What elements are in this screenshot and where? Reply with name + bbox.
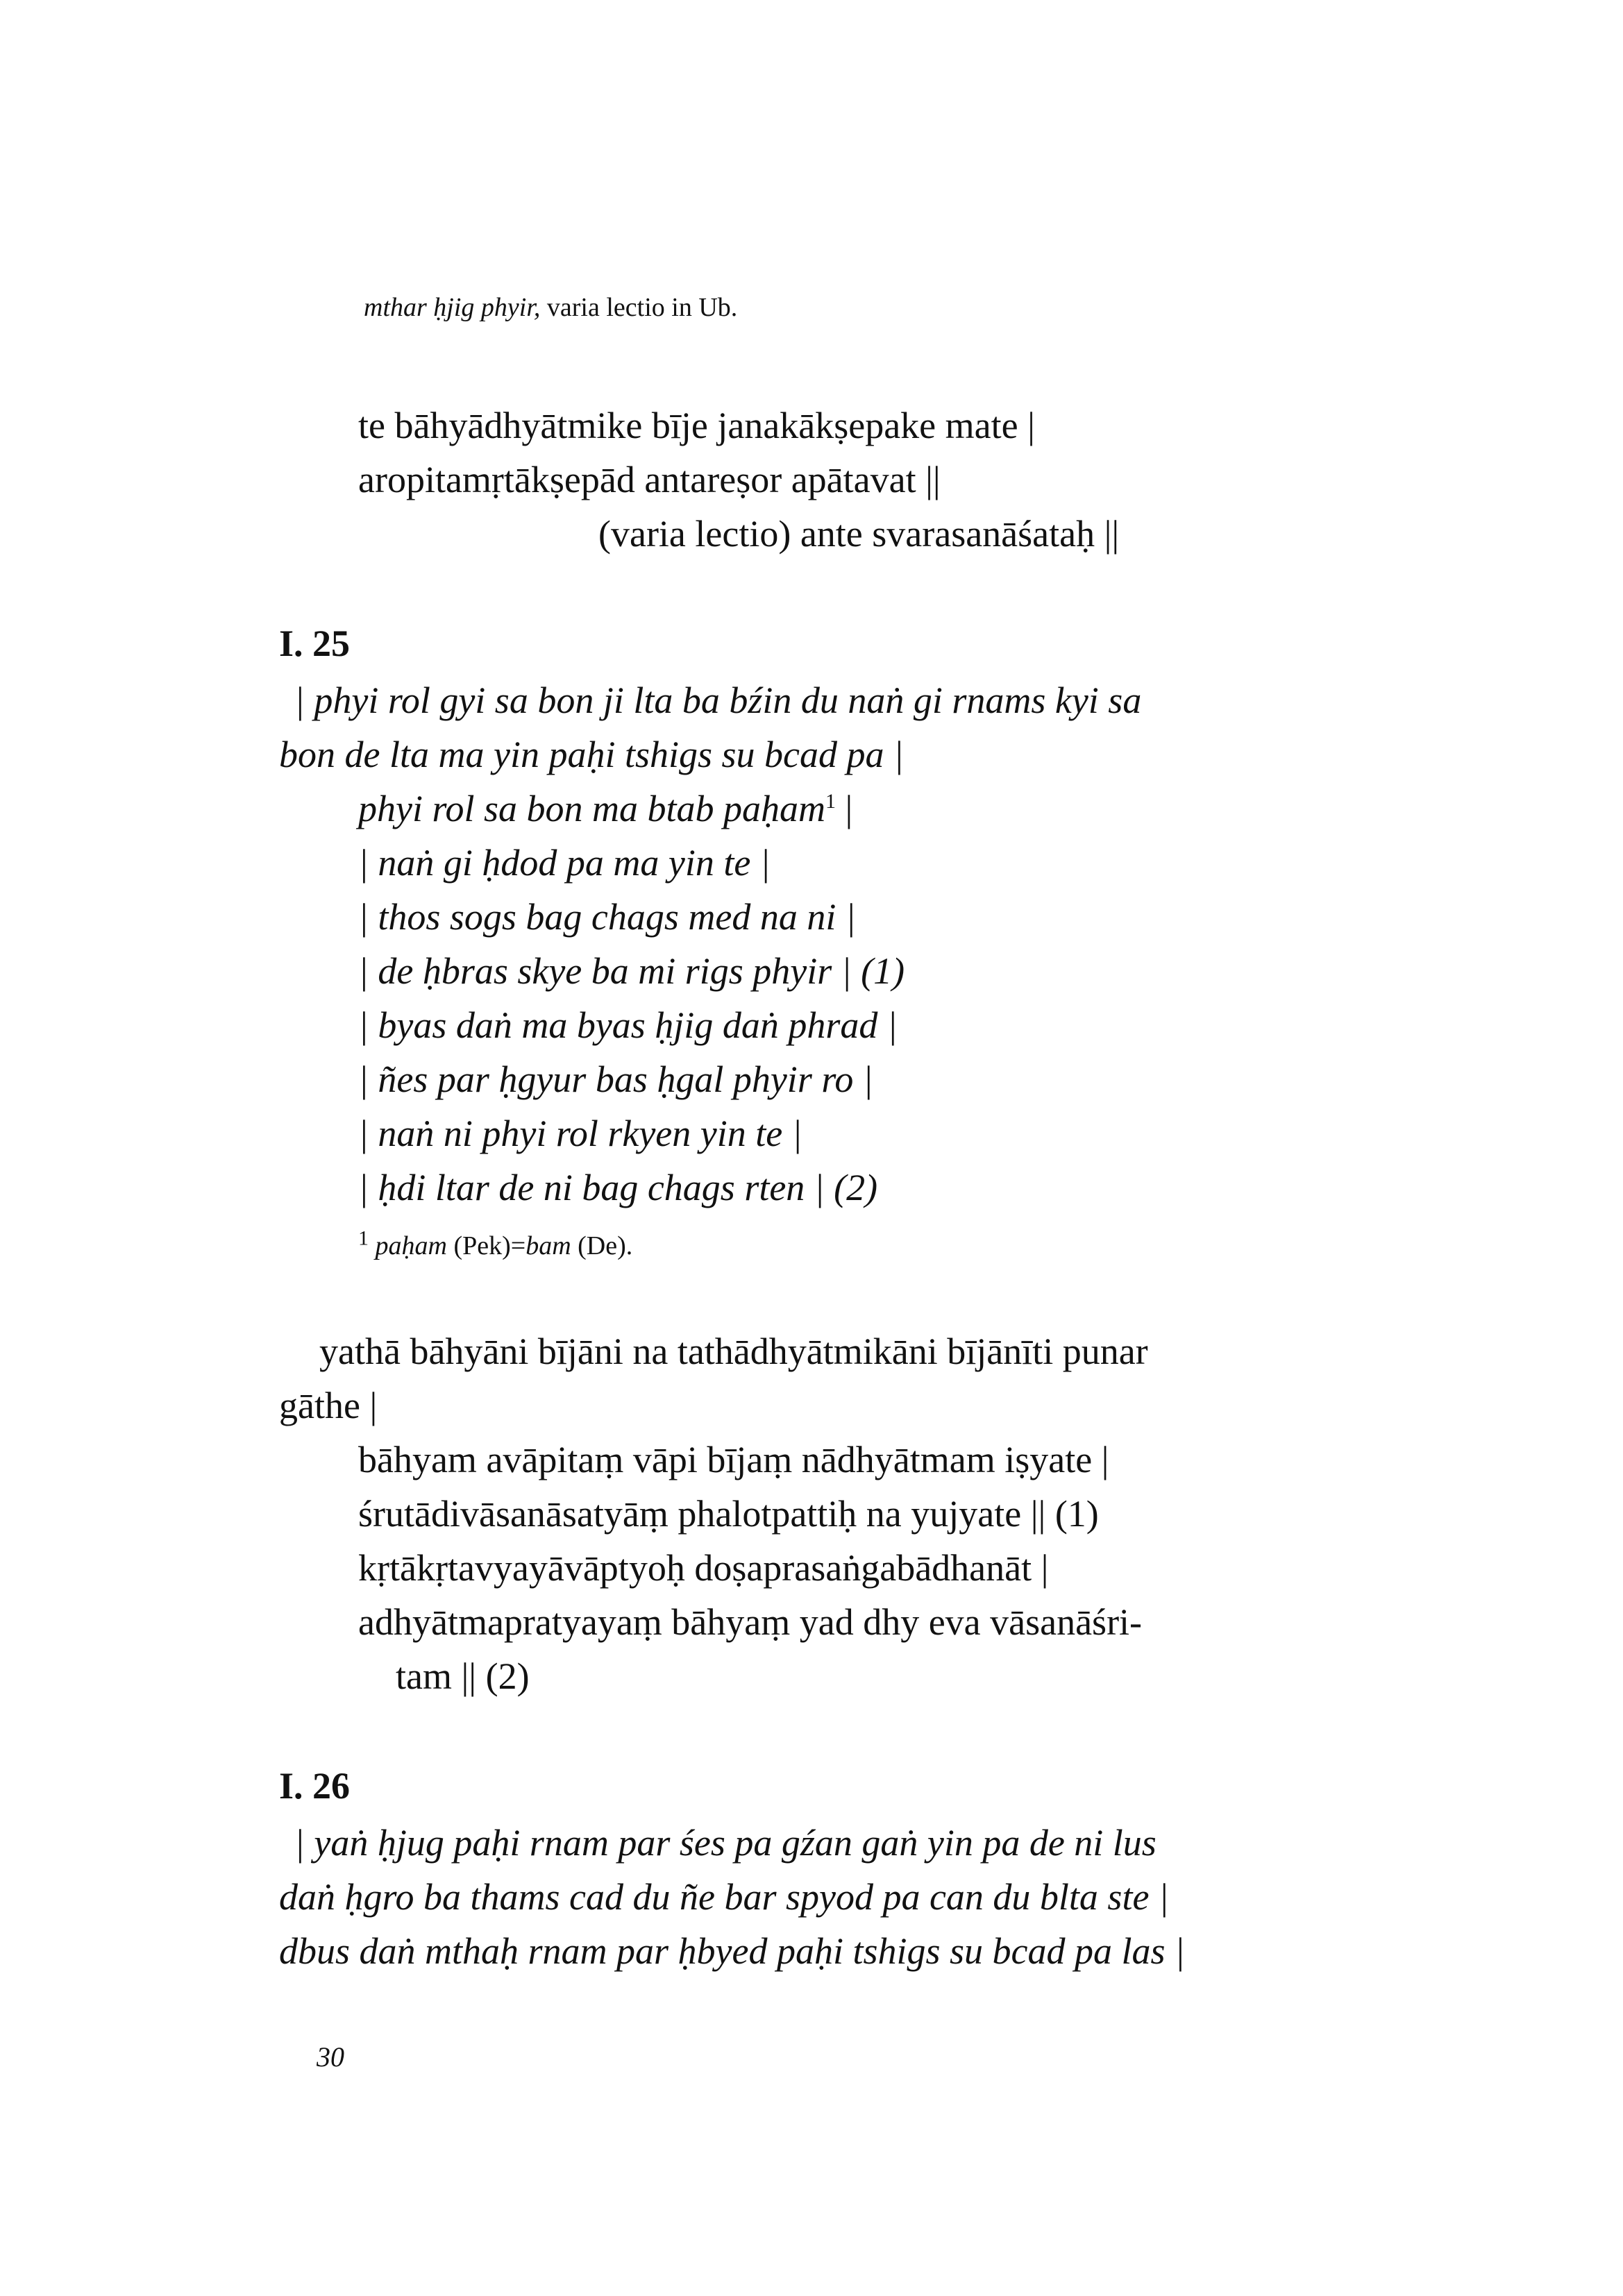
- footnote-number: 1: [358, 1226, 369, 1250]
- variant-note-italic: mthar ḥjig phyir,: [364, 293, 541, 322]
- tibetan-prose-line: daṅ ḥgro ba thams cad du ñe bar spyod pa can du blta ste |: [279, 1876, 1169, 1918]
- section-heading: I. 26: [279, 1765, 351, 1807]
- page-number: 30: [317, 2041, 344, 2073]
- tibetan-prose-line: dbus daṅ mthaḥ rnam par ḥbyed paḥi tshigs su bcad pa las |: [279, 1930, 1185, 1972]
- tibetan-intro-line: | phyi rol gyi sa bon ji lta ba bźin du naṅ gi rnams kyi sa: [294, 679, 1142, 721]
- tibetan-verse-line: | byas daṅ ma byas ḥjig daṅ phrad |: [358, 1004, 898, 1046]
- sanskrit-verse-line: adhyātmapratyayaṃ bāhyaṃ yad dhy eva vāsanāśri-: [358, 1601, 1143, 1643]
- tibetan-verse-line: | naṅ gi ḥdod pa ma yin te |: [358, 842, 771, 884]
- footnote: $^1$ paḥam (Pek)=bam (De).: [358, 1226, 633, 1260]
- sanskrit-verse-line: te bāhyādhyātmike bīje janakākṣepake mate |: [358, 405, 1035, 446]
- sanskrit-verse-line: aropitamṛtākṣepād antareṣor apātavat ||: [358, 459, 941, 500]
- section-heading: I. 25: [279, 623, 351, 664]
- tibetan-verse-line: phyi rol sa bon ma btab paḥam$^1$ |: [358, 788, 853, 829]
- sanskrit-verse-line: (varia lectio) ante svarasanāśataḥ ||: [598, 513, 1120, 555]
- variant-note: [364, 294, 737, 321]
- sanskrit-intro-line: yathā bāhyāni bījāni na tathādhyātmikāni bījānīti punar: [319, 1331, 1148, 1372]
- sanskrit-verse-line: tam || (2): [396, 1655, 530, 1697]
- tibetan-prose-line: | yaṅ ḥjug paḥi rnam par śes pa gźan gaṅ yin pa de ni lus: [294, 1822, 1157, 1864]
- tibetan-verse-line: | naṅ ni phyi rol rkyen yin te |: [358, 1113, 802, 1154]
- sanskrit-verse-line: śrutādivāsanāsatyāṃ phalotpattiḥ na yujyate || (1): [358, 1493, 1099, 1535]
- tibetan-intro-line: bon de lta ma yin paḥi tshigs su bcad pa |: [279, 734, 904, 775]
- footnote-marker: 1: [825, 790, 836, 813]
- sanskrit-verse-line: kṛtākṛtavyayāvāptyoḥ doṣaprasaṅgabādhanāt |: [358, 1547, 1049, 1589]
- tibetan-verse-line: | ḥdi ltar de ni bag chags rten | (2): [358, 1167, 878, 1208]
- sanskrit-verse-line: bāhyam avāpitaṃ vāpi bījaṃ nādhyātmam iṣyate |: [358, 1439, 1109, 1480]
- variant-note-rest: varia lectio in Ub.: [540, 293, 738, 322]
- tibetan-verse-line: | thos sogs bag chags med na ni |: [358, 896, 856, 938]
- sanskrit-intro-line: gāthe |: [279, 1385, 378, 1426]
- tibetan-verse-line: | ñes par ḥgyur bas ḥgal phyir ro |: [358, 1058, 873, 1100]
- tibetan-verse-line: | de ḥbras skye ba mi rigs phyir | (1): [358, 950, 905, 992]
